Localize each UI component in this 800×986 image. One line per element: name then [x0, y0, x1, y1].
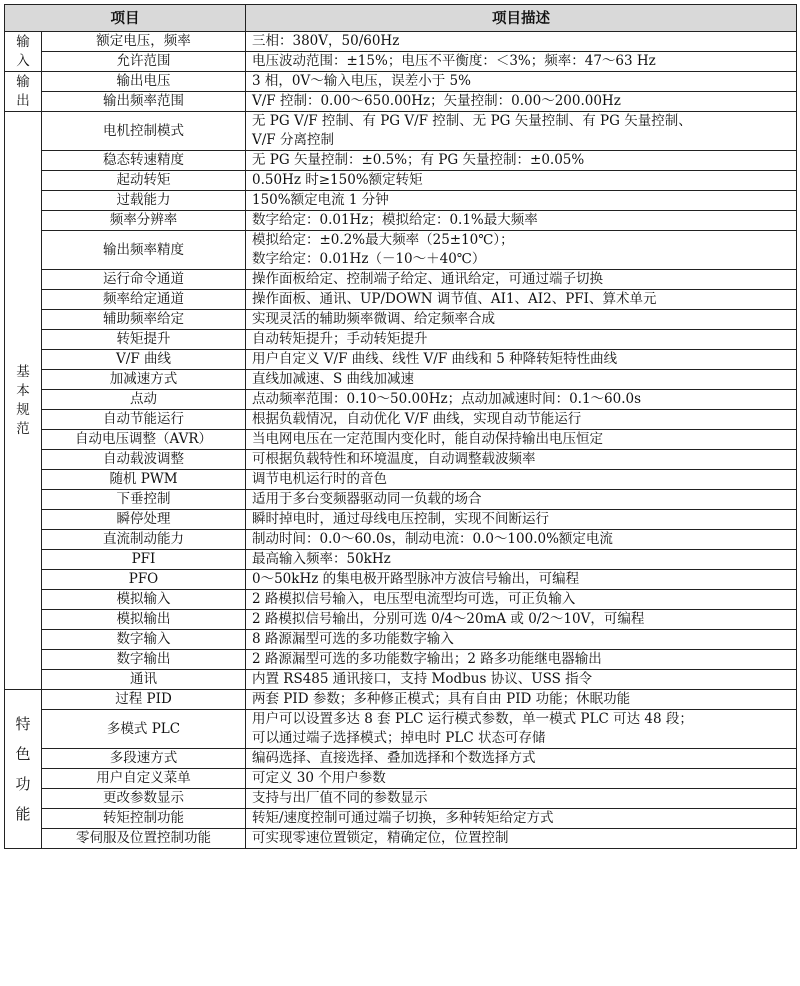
- description-line: 实现灵活的辅助频率微调、给定频率合成: [252, 311, 495, 327]
- description-line: 3 相，0V～输入电压，误差小于 5%: [252, 73, 471, 89]
- description-line: 可定义 30 个用户参数: [252, 770, 386, 786]
- description-line: V/F 分离控制: [252, 132, 334, 148]
- table-row: [5, 610, 797, 630]
- description-line: 用户自定义 V/F 曲线、线性 V/F 曲线和 5 种降转矩特性曲线: [252, 351, 618, 367]
- item-name: 多段速方式: [42, 749, 246, 769]
- table-row: [5, 410, 797, 430]
- item-name: 辅助频率给定: [42, 310, 246, 330]
- item-description: [246, 370, 797, 390]
- item-name: 转矩提升: [42, 330, 246, 350]
- item-description: [246, 92, 797, 112]
- description-line: 无 PG V/F 控制、有 PG V/F 控制、无 PG 矢量控制、有 PG 矢量控制、: [252, 113, 692, 129]
- item-name: 电机控制模式: [42, 112, 246, 151]
- item-description: [246, 789, 797, 809]
- description-line: 2 路源漏型可选的多功能数字输出；2 路多功能继电器输出: [252, 651, 602, 667]
- item-name: 自动节能运行: [42, 410, 246, 430]
- item-description: [246, 191, 797, 211]
- item-name: 数字输出: [42, 650, 246, 670]
- table-row: [5, 430, 797, 450]
- description-line: 150%额定电流 1 分钟: [252, 192, 389, 208]
- description-line: 可根据负载特性和环境温度，自动调整载波频率: [252, 451, 536, 467]
- item-description: [246, 211, 797, 231]
- item-name: 零伺服及位置控制功能: [42, 829, 246, 849]
- description-line: 根据负载情况，自动优化 V/F 曲线，实现自动节能运行: [252, 411, 582, 427]
- item-description: [246, 32, 797, 52]
- table-row: [5, 171, 797, 191]
- description-line: 数字给定：0.01Hz；模拟给定：0.1%最大频率: [252, 212, 538, 228]
- table-row: [5, 270, 797, 290]
- description-line: 模拟给定：±0.2%最大频率（25±10℃）；: [252, 232, 514, 248]
- table-row: [5, 809, 797, 829]
- description-line: 支持与出厂值不同的参数显示: [252, 790, 428, 806]
- table-row: [5, 151, 797, 171]
- description-line: 数字给定：0.01Hz（－10～＋40℃）: [252, 251, 486, 267]
- description-line: 两套 PID 参数；多种修正模式；具有自由 PID 功能；休眠功能: [252, 691, 631, 707]
- table-row: [5, 490, 797, 510]
- description-line: 转矩/速度控制可通过端子切换，多种转矩给定方式: [252, 810, 554, 826]
- item-description: [246, 430, 797, 450]
- item-name: 稳态转速精度: [42, 151, 246, 171]
- item-name: 自动电压调整（AVR）: [42, 430, 246, 450]
- table-row: [5, 390, 797, 410]
- description-line: 当电网电压在一定范围内变化时，能自动保持输出电压恒定: [252, 431, 603, 447]
- item-name: PFI: [42, 550, 246, 570]
- item-name: 允许范围: [42, 52, 246, 72]
- table-row: [5, 470, 797, 490]
- item-name: PFO: [42, 570, 246, 590]
- item-description: [246, 350, 797, 370]
- description-line: 制动时间：0.0～60.0s，制动电流：0.0～100.0%额定电流: [252, 531, 613, 547]
- description-line: 电压波动范围：±15%；电压不平衡度：＜3%；频率：47～63 Hz: [252, 53, 656, 69]
- table-row: [5, 32, 797, 52]
- item-name: 过载能力: [42, 191, 246, 211]
- table-row: [5, 290, 797, 310]
- item-description: [246, 490, 797, 510]
- table-row: [5, 350, 797, 370]
- item-description: [246, 749, 797, 769]
- item-description: [246, 670, 797, 690]
- description-line: 最高输入频率：50kHz: [252, 551, 391, 567]
- item-name: 频率给定通道: [42, 290, 246, 310]
- table-row: [5, 92, 797, 112]
- item-description: [246, 550, 797, 570]
- item-description: [246, 530, 797, 550]
- description-line: 编码选择、直接选择、叠加选择和个数选择方式: [252, 750, 536, 766]
- item-description: [246, 112, 797, 151]
- description-line: 瞬时掉电时，通过母线电压控制，实现不间断运行: [252, 511, 549, 527]
- description-line: 自动转矩提升；手动转矩提升: [252, 331, 428, 347]
- table-row: [5, 550, 797, 570]
- item-description: [246, 570, 797, 590]
- item-description: [246, 410, 797, 430]
- item-description: [246, 510, 797, 530]
- description-line: 用户可以设置多达 8 套 PLC 运行模式参数，单一模式 PLC 可达 48 段；: [252, 711, 693, 727]
- item-description: [246, 590, 797, 610]
- description-line: 8 路源漏型可选的多功能数字输入: [252, 631, 454, 647]
- description-line: 直线加减速、S 曲线加减速: [252, 371, 415, 387]
- description-line: 可以通过端子选择模式；掉电时 PLC 状态可存储: [252, 730, 546, 746]
- category-cell: 输入: [5, 32, 42, 72]
- item-name: 通讯: [42, 670, 246, 690]
- item-description: [246, 310, 797, 330]
- header-desc: 项目描述: [246, 5, 797, 32]
- item-description: [246, 690, 797, 710]
- description-line: 2 路模拟信号输出，分别可选 0/4～20mA 或 0/2～10V，可编程: [252, 611, 645, 627]
- description-line: 无 PG 矢量控制：±0.5%；有 PG 矢量控制：±0.05%: [252, 152, 585, 168]
- table-row: [5, 769, 797, 789]
- item-name: 点动: [42, 390, 246, 410]
- spec-table: [4, 4, 797, 849]
- item-description: [246, 52, 797, 72]
- category-cell: 特 色 功 能: [5, 690, 42, 849]
- table-row: [5, 789, 797, 809]
- item-description: [246, 151, 797, 171]
- table-row: [5, 510, 797, 530]
- table-row: [5, 211, 797, 231]
- table-row: [5, 690, 797, 710]
- item-name: 输出频率范围: [42, 92, 246, 112]
- item-description: [246, 290, 797, 310]
- table-row: [5, 52, 797, 72]
- table-row: [5, 330, 797, 350]
- item-name: V/F 曲线: [42, 350, 246, 370]
- category-cell: 输出: [5, 72, 42, 112]
- item-description: [246, 610, 797, 630]
- item-name: 输出频率精度: [42, 231, 246, 270]
- table-row: [5, 630, 797, 650]
- item-description: [246, 650, 797, 670]
- header-item: 项目: [5, 5, 246, 32]
- description-line: 操作面板、通讯、UP/DOWN 调节值、AI1、AI2、PFI、算术单元: [252, 291, 657, 307]
- table-row: [5, 590, 797, 610]
- table-row: [5, 310, 797, 330]
- description-line: 可实现零速位置锁定，精确定位，位置控制: [252, 830, 509, 846]
- description-line: 点动频率范围：0.10～50.00Hz；点动加减速时间：0.1～60.0s: [252, 391, 642, 407]
- table-row: [5, 710, 797, 749]
- item-description: [246, 769, 797, 789]
- table-row: [5, 570, 797, 590]
- description-line: 调节电机运行时的音色: [252, 471, 387, 487]
- item-name: 随机 PWM: [42, 470, 246, 490]
- item-description: [246, 330, 797, 350]
- table-row: [5, 112, 797, 151]
- item-description: [246, 390, 797, 410]
- description-line: 三相：380V，50/60Hz: [252, 33, 400, 49]
- table-row: [5, 670, 797, 690]
- description-line: 内置 RS485 通讯接口，支持 Modbus 协议、USS 指令: [252, 671, 593, 687]
- item-description: [246, 231, 797, 270]
- item-description: [246, 809, 797, 829]
- item-name: 频率分辨率: [42, 211, 246, 231]
- item-description: [246, 710, 797, 749]
- table-body: [5, 32, 797, 849]
- item-name: 额定电压，频率: [42, 32, 246, 52]
- item-name: 模拟输出: [42, 610, 246, 630]
- table-row: [5, 749, 797, 769]
- item-name: 自动载波调整: [42, 450, 246, 470]
- item-description: [246, 72, 797, 92]
- description-line: 操作面板给定、控制端子给定、通讯给定，可通过端子切换: [252, 271, 603, 287]
- item-description: [246, 450, 797, 470]
- description-line: 0～50kHz 的集电极开路型脉冲方波信号输出，可编程: [252, 571, 580, 587]
- table-row: [5, 650, 797, 670]
- table-row: [5, 370, 797, 390]
- table-row: [5, 450, 797, 470]
- table-row: [5, 829, 797, 849]
- item-name: 更改参数显示: [42, 789, 246, 809]
- description-line: 2 路模拟信号输入，电压型电流型均可选，可正负输入: [252, 591, 576, 607]
- table-row: [5, 191, 797, 211]
- table-row: [5, 530, 797, 550]
- category-cell: 基本规范: [5, 112, 42, 690]
- item-name: 输出电压: [42, 72, 246, 92]
- item-name: 直流制动能力: [42, 530, 246, 550]
- item-description: [246, 270, 797, 290]
- description-line: 适用于多台变频器驱动同一负载的场合: [252, 491, 482, 507]
- item-name: 数字输入: [42, 630, 246, 650]
- description-line: 0.50Hz 时≥150%额定转矩: [252, 172, 423, 188]
- item-description: [246, 630, 797, 650]
- table-row: [5, 72, 797, 92]
- item-name: 下垂控制: [42, 490, 246, 510]
- item-name: 加减速方式: [42, 370, 246, 390]
- item-name: 过程 PID: [42, 690, 246, 710]
- item-name: 用户自定义菜单: [42, 769, 246, 789]
- description-line: V/F 控制：0.00～650.00Hz；矢量控制：0.00～200.00Hz: [252, 93, 621, 109]
- item-description: [246, 470, 797, 490]
- item-description: [246, 829, 797, 849]
- table-header-row: [5, 5, 797, 32]
- item-name: 起动转矩: [42, 171, 246, 191]
- item-name: 模拟输入: [42, 590, 246, 610]
- item-name: 运行命令通道: [42, 270, 246, 290]
- item-name: 多模式 PLC: [42, 710, 246, 749]
- item-description: [246, 171, 797, 191]
- item-name: 瞬停处理: [42, 510, 246, 530]
- item-name: 转矩控制功能: [42, 809, 246, 829]
- table-row: [5, 231, 797, 270]
